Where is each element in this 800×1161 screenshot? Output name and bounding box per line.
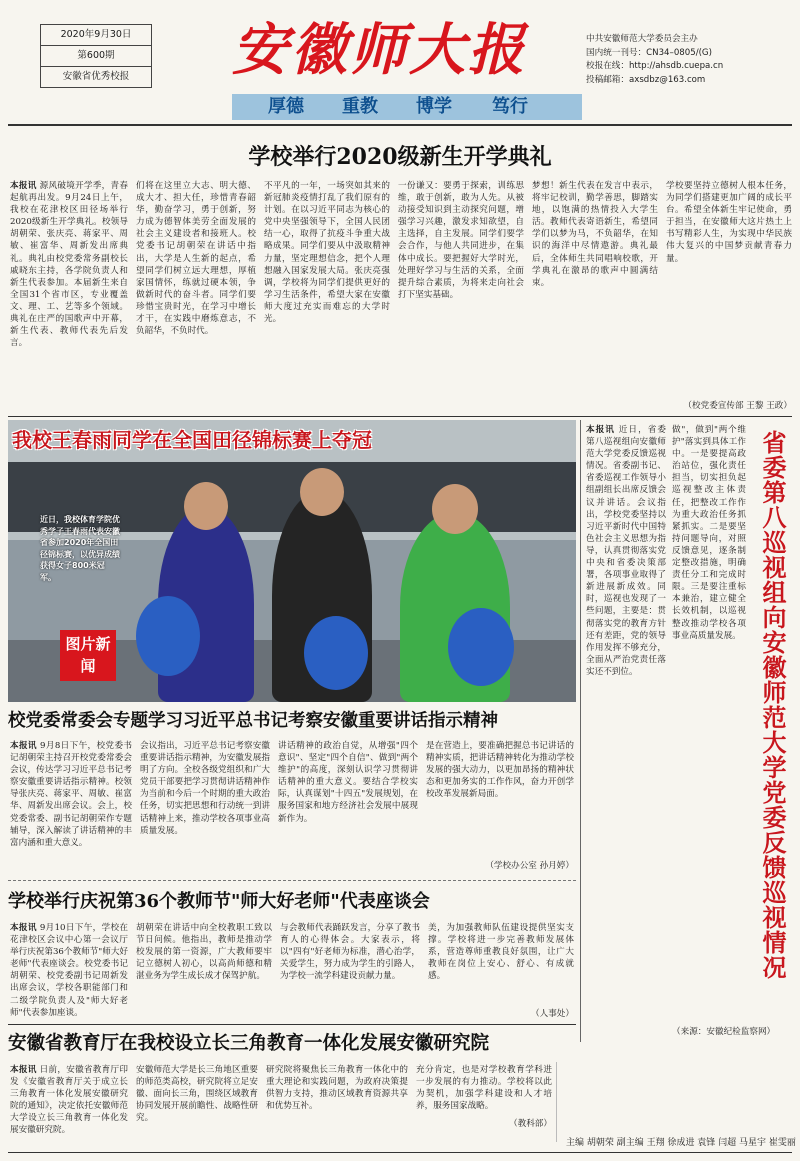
byline: 本报讯 [10, 1065, 37, 1075]
masthead-divider [8, 124, 792, 126]
motto-word: 厚德 [268, 96, 304, 117]
column-divider [556, 1062, 557, 1142]
story1-headline: 学校举行2020级新生开学典礼 [248, 144, 552, 170]
story1-col4: 一份谦又：要勇于探索，训练思维，敢于创新，敢为人先。从被动接受知识到主动探究问题，增强学习兴趣，激发求知欲望，自主选择，自主发展。同学们要学会合作，与他人共同进步，在集体中成长。要把握好大学时光，处理好学习与生活的关系，全面提升综合素质，为将来走向社会打下坚实基础。 [398, 181, 524, 300]
cn-number: 国内统一刊号：CN34–0805/(G) [586, 47, 712, 58]
inspection-signoff: （来源：安徽纪检监察网） [672, 1027, 776, 1037]
newspaper-flag: 安徽师大报 [232, 17, 527, 83]
teachers-day-col2: 胡朝荣在讲话中向全校教职工致以节日问候。他指出，教师是推动学校发展的第一资源，广大教师要牢记立德树人初心，以高尚师德和精湛业务为学生成长成才保驾护航。 [136, 923, 272, 982]
story1-col6: 学校要坚持立德树人根本任务，为同学们搭建更加广阔的成长平台。希望全体新生牢记使命，勇于担当，在安徽师大这片热土上书写精彩人生，为实现中华民族伟大复兴的中国梦贡献青春力量。 [666, 181, 792, 264]
issue-date: 2020年9月30日 [41, 25, 151, 46]
email: 投稿邮箱：axsdbz@163.com [586, 74, 706, 85]
story1-signoff: （校党委宣传部 王黎 王政） [683, 401, 792, 411]
yangtze-col2: 安徽师范大学是长三角地区重要的师范类高校，研究院将立足安徽、面向长三角，围绕区域教育协同发展开展前瞻性、战略性研究。 [136, 1065, 258, 1124]
section-divider [8, 1024, 576, 1025]
study-col4: 是在营造上，要准确把握总书记讲话的精神实质，把讲话精神转化为推动学校发展的强大动力，以更加昂扬的精神状态和更加务实的工作作风，奋力开创学校改革发展新局面。 [426, 741, 574, 800]
story1-col1: 本报讯 源风破境开学季，青春起航再出发。9月24日上午，我校在花津校区田径场举行2020级新生开学典礼。校领导胡朝荣、张庆亮、蒋家平、周敏、崔富华、周新发出席典礼。典礼由校党委常务副校长戚晓东主持，各学院负责人和新生代表参加。本届新生来自全国31个省市区，专业覆盖文、理、工、艺等多个领域。典礼在庄严的国歌声中开幕，新生代表、教师代表先后发言。 [10, 181, 128, 349]
mascot-doll [136, 596, 200, 676]
yangtze-signoff: （教科部） [509, 1119, 552, 1129]
athlete-left-head [184, 482, 228, 530]
masthead [0, 0, 800, 92]
teachers-day-signoff: （人事处） [531, 1009, 574, 1019]
study-headline: 校党委常委会专题学习习近平总书记考察安徽重要讲话指示精神 [8, 711, 498, 731]
column-divider [580, 420, 581, 1042]
study-col2: 会议指出，习近平总书记考察安徽重要讲话指示精神，为安徽发展指明了方向。全校各级党组织和广大党员干部要把学习贯彻讲话精神作为当前和今后一个时期的重大政治任务，切实把思想和行动统一到讲话精神上来，推动学校各项事业高质量发展。 [140, 741, 270, 836]
mascot-doll [304, 616, 368, 690]
byline: 本报讯 [10, 741, 37, 751]
byline: 本报讯 [10, 181, 37, 191]
study-col3: 讲话精神的政治自觉，从增强"四个意识"、坚定"四个自信"、做到"两个维护"的高度，深刻认识学习贯彻讲话精神的重大意义。要结合学校实际，认真谋划"十四五"发展规划，在服务国家和地方经济社会发展中展现新作为。 [278, 741, 418, 824]
section-divider [8, 416, 792, 417]
study-col1: 本报讯 9月8日下午，校党委书记胡朝荣主持召开校党委常委会会议，传达学习习近平总书记考察安徽重要讲话指示精神。校领导张庆亮、蒋家平、周敏、崔富华、周新发出席会议。会上，校党委常委、副书记胡朝荣作专题辅导，深入解读了讲话精神的丰富内涵和重大意义。 [10, 741, 133, 848]
byline: 本报讯 [586, 425, 615, 435]
yangtze-col1: 本报讯 日前，安徽省教育厅印发《安徽省教育厅关于成立长三角教育一体化发展安徽研究院的通知》，决定依托安徽师范大学设立长三角教育一体化发展安徽研究院。 [10, 1065, 128, 1136]
inspection-vertical-title: 省委第八巡视组向安徽师范大学党委反馈巡视情况 [758, 430, 787, 980]
photo-title: 我校王春雨同学在全国田径锦标赛上夺冠 [12, 428, 372, 452]
issue-info-box [40, 24, 152, 88]
inspection-col1: 本报讯 近日，省委第八巡视组向安徽师范大学党委反馈巡视情况。省委副书记、省委巡视工作领导小组副组长出席反馈会议并讲话。会议指出，学校党委坚持以习近平新时代中国特色社会主义思想为指导，认真贯彻落实党中央和省委决策部署，各项事业取得了新进展新成效。同时，巡视也发现了一些问题，主要是：贯彻落实党的教育方针还有差距，党的领导作用发挥不够充分，全面从严治党责任落实还不到位。 [586, 425, 666, 677]
teachers-day-col3: 与会教师代表踊跃发言，分享了教书育人的心得体会。大家表示，将以"四有"好老师为标准，潜心治学，关爱学生，努力成为学生的引路人，为学校一流学科建设贡献力量。 [280, 923, 420, 982]
website: 校报在线：http://ahsdb.cuepa.cn [586, 61, 724, 71]
motto-word: 博学 [416, 96, 452, 117]
section-divider [8, 880, 576, 881]
publisher: 中共安徽师范大学委员会主办 [586, 34, 698, 44]
page-bottom-rule [8, 1152, 792, 1153]
motto-word: 重教 [342, 96, 378, 117]
photo-caption: 近日，我校体育学院优秀学子王春雨代表安徽省参加2020年全国田径锦标赛，以优异成绩获得女子800米冠军。 [40, 515, 120, 582]
story1-col5: 梦想！新生代表在发言中表示，将牢记校训，勤学善思，脚踏实地，以饱满的热情投入大学生活。教师代表寄语新生，希望同学们以梦为马，不负韶华，在知识的海洋中尽情遨游。典礼最后，全体师生共同唱响校歌，开学典礼在激昂的歌声中圆满结束。 [532, 181, 658, 288]
byline: 本报讯 [10, 923, 37, 933]
yangtze-headline: 安徽省教育厅在我校设立长三角教育一体化发展安徽研究院 [8, 1033, 490, 1054]
study-signoff: （学校办公室 孙月婷） [485, 861, 574, 871]
story1-col2: 们将在这里立大志、明大德、成大才、担大任，珍惜青春韶华，勤奋学习，勇于创新，努力成为德智体美劳全面发展的社会主义建设者和接班人。校党委书记胡朝荣在讲话中指出，大学是人生新的起点，希望同学们树立远大理想，厚植家国情怀，练就过硬本领，争做新时代的奋斗者。同学们要珍惜宝贵时光，在学习中增长才干，在实践中磨炼意志，不负韶华，不负时代。 [136, 181, 256, 337]
story1-col3: 不平凡的一年，一场突如其来的新冠肺炎疫情打乱了我们原有的计划。在以习近平同志为核心的党中央坚强领导下，全国人民团结一心，取得了抗疫斗争重大战略成果。同学们要从中汲取精神力量，坚定理想信念，把个人理想融入国家发展大局。张庆亮强调，学校将为同学们提供更好的学习生活条件，希望大家在安徽师大度过充实而难忘的大学时光。 [264, 181, 390, 325]
athlete-right-head [432, 484, 478, 534]
issue-number: 第600期 [41, 46, 151, 67]
motto-bar [232, 94, 582, 120]
yangtze-col3: 研究院将聚焦长三角教育一体化中的重大理论和实践问题，为政府决策提供智力支持，推动区域教育资源共享和优势互补。 [266, 1065, 408, 1112]
yangtze-col4: 充分肯定，也是对学校教育学科进一步发展的有力推动。学校将以此为契机，加强学科建设和人才培养，服务国家战略。 [416, 1065, 552, 1112]
teachers-day-col4: 美，为加强教师队伍建设提供坚实支撑。学校将进一步完善教师发展体系，营造尊师重教良好氛围，让广大教师在岗位上安心、舒心、有成就感。 [428, 923, 574, 982]
editorial-credits: 主编 胡朝荣 副主编 王翔 徐成进 袁锋 闫超 马星宇 崔雯丽 [566, 1138, 796, 1148]
mascot-doll [448, 608, 514, 686]
publication-info [586, 33, 786, 87]
athlete-center-head [300, 468, 344, 516]
inspection-col2: 做"，做到"两个维护"落实到具体工作中。一是要提高政治站位，强化责任担当，切实担负起巡视整改主体责任，把整改工作作为重大政治任务抓紧抓实。二是要坚持问题导向，对照反馈意见，逐条制定整改措施，明确责任分工和完成时限。三是要注重标本兼治，建立健全长效机制，以巡视整改推动学校各项事业高质量发展。 [672, 425, 746, 641]
teachers-day-col1: 本报讯 9月10日下午，学校在花津校区会议中心第一会议厅举行庆祝第36个教师节"师大好老师"代表座谈会。校党委书记胡朝荣、校党委副书记周新发出席会议，学校各职能部门和二级学院负责人及"师大好老师"代表参加座谈。 [10, 923, 129, 1018]
motto-word: 笃行 [492, 96, 528, 117]
teachers-day-headline: 学校举行庆祝第36个教师节"师大好老师"代表座谈会 [8, 891, 430, 912]
award-label: 安徽省优秀校报 [62, 71, 130, 82]
photo-news-badge: 图片新闻 [60, 630, 116, 681]
